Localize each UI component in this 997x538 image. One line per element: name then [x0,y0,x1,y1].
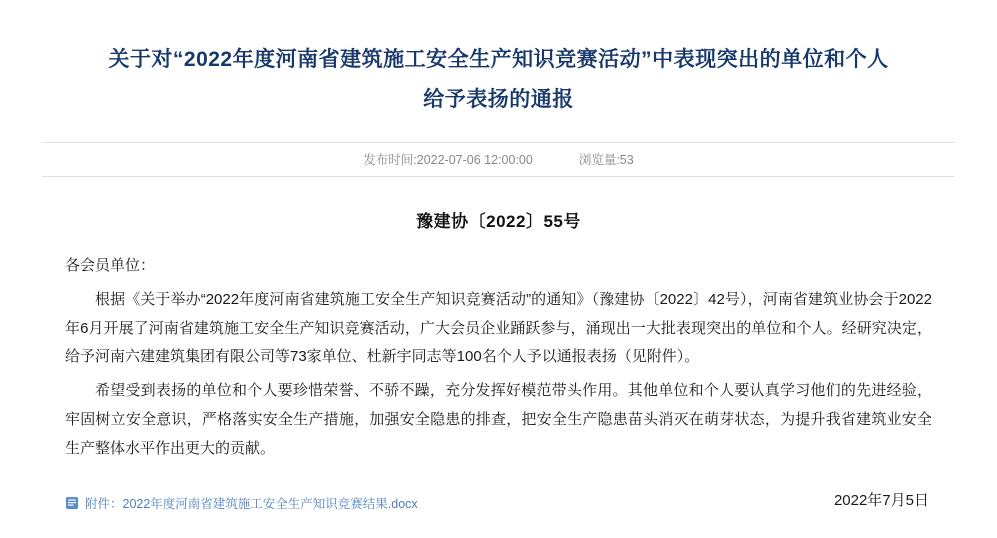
attachment-link[interactable]: 附件：2022年度河南省建筑施工安全生产知识竞赛结果.docx [85,496,418,511]
body-paragraph-2: 希望受到表扬的单位和个人要珍惜荣誉、不骄不躁，充分发挥好模范带头作用。其他单位和个人要认真学习他们的先进经验，牢固树立安全意识，严格落实安全生产措施，加强安全隐患的排查，把安全生产隐患苗头消灭在萌芽状态，为提升我省建筑业安全生产整体水平作出更大的贡献。 [65,382,932,457]
body-paragraph-1: 根据《关于举办“2022年度河南省建筑施工安全生产知识竞赛活动”的通知》（豫建协〔2022〕42号），河南省建筑业协会于2022年6月开展了河南省建筑施工安全生产知识竞赛活动，广大会员企业踊跃参与，涌现出一大批表现突出的单位和个人。经研究决定，给予河南六建建筑集团有限公司等73家单位、杜新宇同志等100名个人予以通报表扬（见附件）。 [65,290,932,366]
document-meta-bar [42,142,955,177]
view-count: 浏览量:53 [578,153,634,168]
page-title: 关于对“2022年度河南省建筑施工安全生产知识竞赛活动”中表现突出的单位和个人给予表扬的通报 [108,48,889,111]
document-date: 2022年7月5日 [833,492,929,509]
attachment-row[interactable] [65,494,967,512]
salutation: 各会员单位： [65,256,156,274]
publish-time: 发布时间:2022-07-06 12:00:00 [363,153,533,168]
attachment-file-icon [65,496,79,510]
document-body [30,254,967,464]
document-number: 豫建协〔2022〕55号 [416,211,581,231]
